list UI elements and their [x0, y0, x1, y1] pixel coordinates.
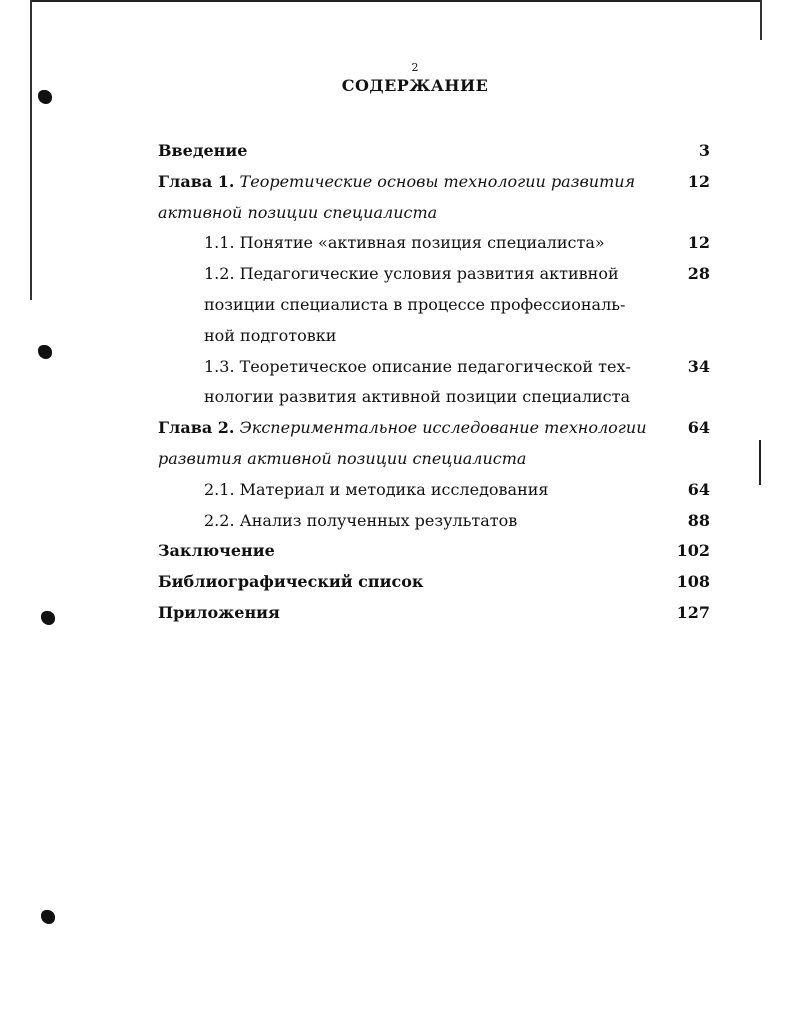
page-border-top: [32, 0, 762, 2]
toc-entry-1-1: [158, 228, 710, 259]
toc-entry-2-2: [158, 506, 710, 537]
toc-entry-label: Введение: [158, 141, 248, 160]
edge-mark: [759, 440, 761, 485]
chapter-prefix: Глава 1.: [158, 171, 235, 191]
toc-entry-introduction: [158, 136, 710, 167]
toc-entry-2-1: [158, 475, 710, 506]
toc-entry-label: Приложения: [158, 602, 280, 622]
toc-entry-chapter-1: [158, 167, 710, 229]
punch-hole: [41, 910, 55, 924]
toc-entry-label: Заключение: [158, 541, 275, 561]
toc-entry-page: 102: [676, 541, 710, 561]
page-title: СОДЕРЖАНИЕ: [341, 76, 489, 95]
chapter-prefix: Глава 2.: [158, 418, 235, 438]
toc-entry-page: 28: [687, 264, 710, 284]
toc-entry-label: 2.1. Материал и методика исследования: [204, 479, 549, 499]
toc-entry-1-3: [158, 352, 710, 414]
page-border-left: [30, 0, 32, 300]
page-border-right: [760, 0, 762, 40]
toc-entry-1-2: [158, 259, 710, 351]
toc-entry-page: 64: [687, 418, 710, 438]
punch-hole: [41, 611, 55, 625]
toc-entry-appendices: [158, 598, 710, 629]
toc-entry-page: 127: [676, 602, 710, 622]
toc-entry-page: 34: [687, 356, 710, 376]
toc-entry-label: 1.1. Понятие «активная позиция специалиста»: [204, 233, 605, 253]
toc-entry-page: 64: [687, 479, 710, 499]
toc-entry-label: 1.3. Теоретическое описание педагогической тех-нологии развития активной позиции специалиста: [204, 356, 631, 407]
toc-entry-label: 1.2. Педагогические условия развития активной позиции специалиста в процессе профессиональ-ной подготовки: [204, 264, 626, 345]
toc-entry-page: 108: [676, 572, 710, 592]
toc-entry-label: Теоретические основы технологии развития активной позиции специалиста: [158, 171, 636, 222]
page-number: 2: [411, 61, 419, 74]
toc-entry-label: Экспериментальное исследование технологии развития активной позиции специалиста: [158, 418, 647, 468]
toc-entry-bibliography: [158, 567, 710, 598]
toc-entry-page: 3: [698, 141, 710, 160]
toc-entry-label: Библиографический список: [158, 572, 424, 592]
toc-entry-label: 2.2. Анализ полученных результатов: [204, 510, 518, 530]
toc-entry-page: 12: [687, 233, 710, 253]
toc-entry-page: 12: [687, 171, 710, 191]
toc-entry-page: 88: [687, 510, 710, 530]
table-of-contents: [158, 136, 710, 629]
toc-entry-conclusion: [158, 536, 710, 567]
toc-entry-chapter-2: [158, 413, 710, 475]
punch-hole: [38, 345, 52, 359]
